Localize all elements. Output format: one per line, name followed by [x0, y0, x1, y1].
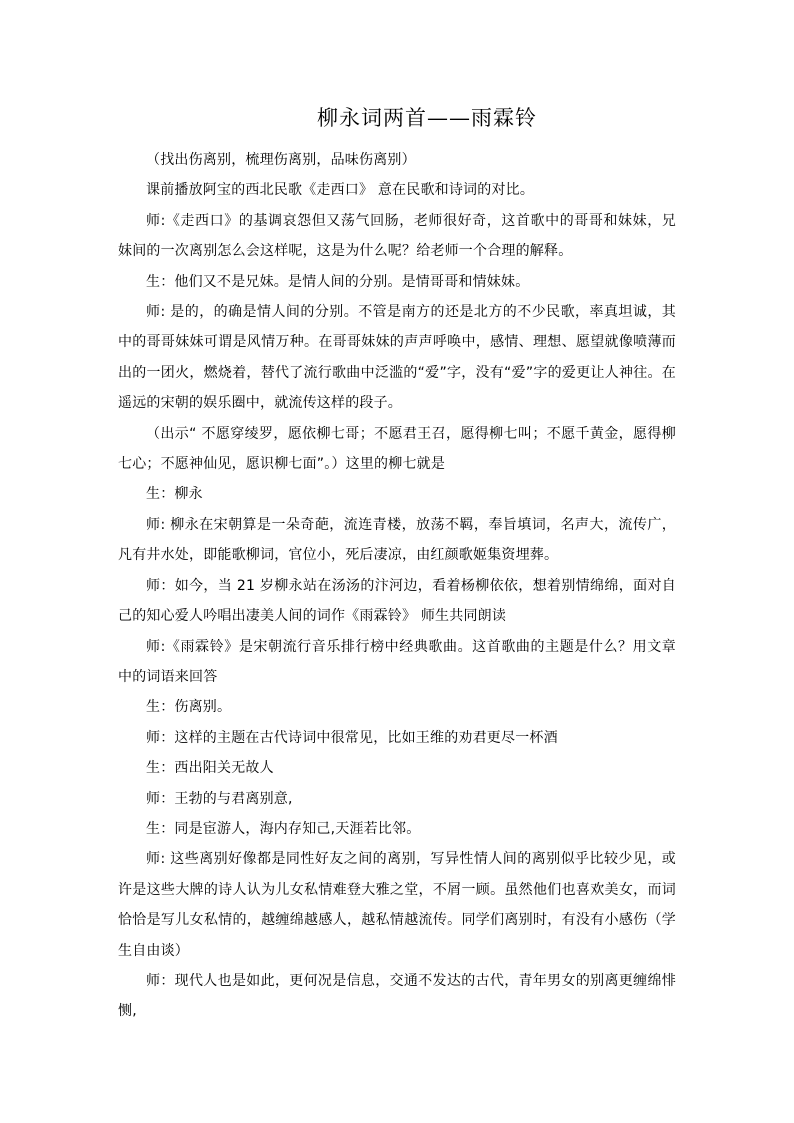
paragraph-subtitle: （找出伤离别，梳理伤离别，品味伤离别） [146, 152, 416, 168]
paragraph: 生：西出阳关无故人 [146, 760, 274, 777]
paragraph: 生：伤离别。 [146, 699, 232, 716]
paragraph: 生：同是宦游人，海内存知己,天涯若比邻。 [146, 820, 421, 837]
paragraph: 师：如今，当 21 岁柳永站在汤汤的汴河边，看着杨柳依依，想着别情绵绵，面对自己的知心爱人吟唱出凄美人间的词作《雨霖铃》 师生共同朗读 [118, 577, 676, 625]
paragraph: 师: 这些离别好像都是同性好友之间的离别，写异性情人间的离别似乎比较少见，或许是这些大牌的诗人认为儿女私情难登大雅之堂，不屑一顾。虽然他们也喜欢美女，而词恰恰是写儿女私情的，越缠绵越感人，越私情越流传。同学们离别时，有没有小感伤（学生自由谈） [118, 851, 676, 959]
document-body [118, 145, 676, 1027]
paragraph: 师:《走西口》的基调哀怨但又荡气回肠，老师很好奇，这首歌中的哥哥和妹妹，兄妹间的一次离别怎么会这样呢，这是为什么呢？给老师一个合理的解释。 [118, 212, 676, 260]
paragraph: 课前播放阿宝的西北民歌《走西口》 意在民歌和诗词的对比。 [146, 182, 535, 199]
paragraph: （出示“ 不愿穿绫罗，愿依柳七哥；不愿君王召，愿得柳七叫；不愿千黄金，愿得柳七心；不愿神仙见，愿识柳七面”。）这里的柳七就是 [118, 425, 676, 473]
paragraph: 师: 是的，的确是情人间的分别。不管是南方的还是北方的不少民歌，率真坦诚，其中的哥哥妹妹可谓是风情万种。在哥哥妹妹的声声呼唤中，感情、理想、愿望就像喷薄而出的一团火，燃烧着，替代了流行歌曲中泛滥的“爱”字，没有“爱”字的爱更让人神往。在遥远的宋朝的娱乐圈中，就流传这样的段子。 [118, 304, 676, 412]
paragraph: 师：现代人也是如此，更何况是信息，交通不发达的古代，青年男女的别离更缠绵悱恻, [118, 972, 676, 1020]
paragraph: 师: 柳永在宋朝算是一朵奇葩，流连青楼，放荡不羁，奉旨填词，名声大，流传广，凡有井水处，即能歌柳词，官位小，死后凄凉，由红颜歌姬集资埋葬。 [118, 516, 676, 564]
paragraph: 师:《雨霖铃》是宋朝流行音乐排行榜中经典歌曲。这首歌曲的主题是什么？用文章中的词语来回答 [118, 638, 676, 685]
paragraph: 师：王勃的与君离别意, [146, 790, 293, 807]
paragraph: 生：柳永 [146, 486, 203, 503]
document-title: 柳永词两首——雨霖铃 [317, 106, 537, 130]
paragraph: 师：这样的主题在古代诗词中很常见，比如王维的劝君更尽一杯酒 [146, 729, 558, 746]
paragraph: 生：他们又不是兄妹。是情人间的分别。是情哥哥和情妹妹。 [146, 273, 530, 290]
